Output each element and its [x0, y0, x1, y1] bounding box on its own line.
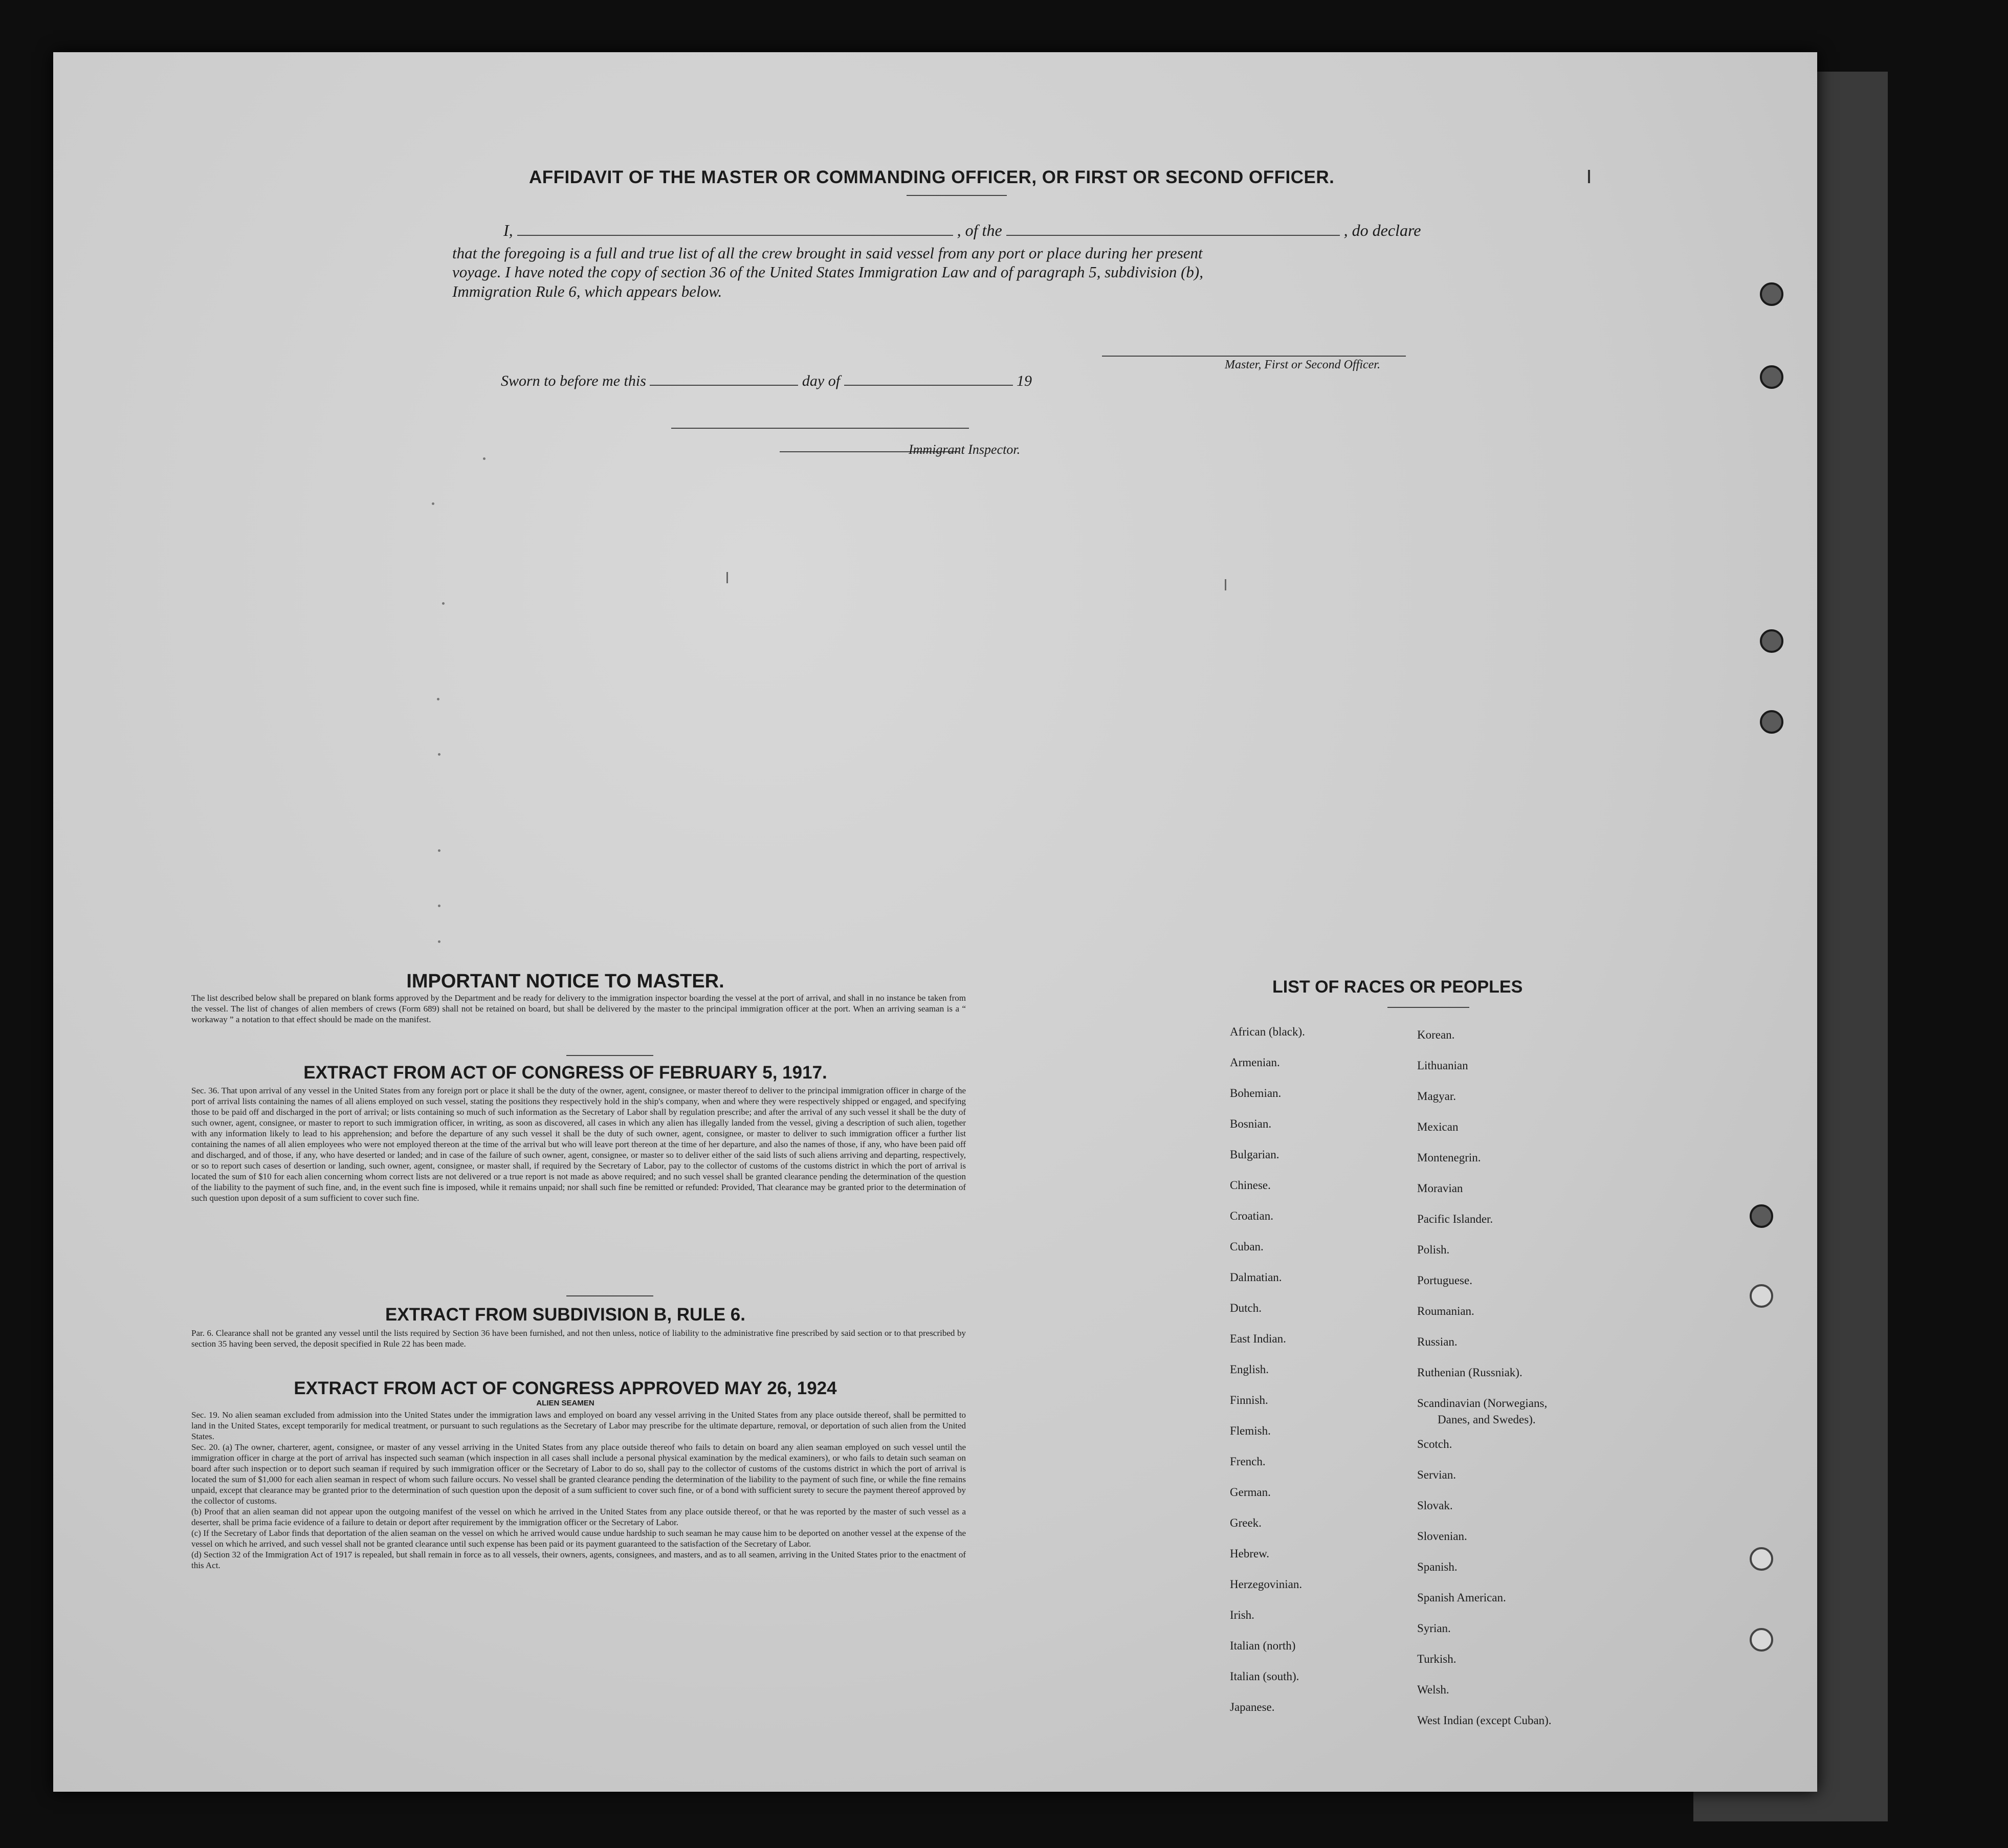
act-1924-title: EXTRACT FROM ACT OF CONGRESS APPROVED MAY 26, 1924 [294, 1378, 837, 1398]
document-page [53, 52, 1817, 1792]
race-item: Armenian. [1230, 1056, 1280, 1069]
race-item: Bosnian. [1230, 1117, 1272, 1130]
race-item: Chinese. [1230, 1179, 1271, 1192]
race-item: Dalmatian. [1230, 1271, 1282, 1284]
do-declare-label: , do declare [1343, 221, 1421, 239]
affidavit-title: AFFIDAVIT OF THE MASTER OR COMMANDING OFFICER, OR FIRST OR SECOND OFFICER. [529, 167, 1335, 187]
race-item: Servian. [1417, 1468, 1457, 1481]
vessel-name-field[interactable] [1006, 223, 1340, 236]
race-item: Roumanian. [1417, 1305, 1474, 1317]
inspector-label: Immigrant Inspector. [909, 442, 1021, 457]
act-1924-sec-20d: (d) Section 32 of the Immigration Act of 1917 is repealed, but shall remain in force as to all vessels, their owners, agents, consignees, and masters, and as to all seamen, arriving in the United States prior to the enactment of this Act. [191, 1550, 966, 1570]
race-item: Mexican [1417, 1120, 1459, 1133]
race-item: Pacific Islander. [1417, 1213, 1493, 1225]
race-item: English. [1230, 1363, 1269, 1376]
sworn-year-field[interactable] [1036, 373, 1056, 386]
race-item: Finnish. [1230, 1394, 1268, 1406]
race-item: Polish. [1417, 1243, 1450, 1256]
race-item: Flemish. [1230, 1424, 1271, 1437]
punch-hole [1760, 710, 1783, 734]
race-item: Scandinavian (Norwegians, [1417, 1397, 1548, 1410]
race-item: Croatian. [1230, 1209, 1273, 1222]
race-item: Spanish American. [1417, 1591, 1506, 1604]
punch-hole [1750, 1628, 1773, 1652]
act-1924-sec-20b: (b) Proof that an alien seaman did not appear upon the outgoing manifest of the vessel on which he arrived in the United States from any place outside thereof, or that he was reported by the master of such vessel as a deserter, shall be prima facie evidence of a failure to detain or deport after requirement by the immigration officer or the Secretary of Labor. [191, 1507, 966, 1527]
race-item: Italian (south). [1230, 1670, 1299, 1683]
master-signature-label: Master, First or Second Officer. [1225, 358, 1380, 371]
punch-hole [1750, 1547, 1773, 1571]
rule-6-title: EXTRACT FROM SUBDIVISION B, RULE 6. [385, 1305, 745, 1325]
race-item: East Indian. [1230, 1332, 1286, 1345]
race-item: Herzegovinian. [1230, 1578, 1303, 1591]
race-item: Russian. [1417, 1335, 1458, 1348]
race-item: Scotch. [1417, 1438, 1452, 1450]
race-item: Montenegrin. [1417, 1151, 1481, 1164]
sworn-line [501, 372, 1056, 390]
punch-hole [1760, 365, 1783, 389]
race-item: Hebrew. [1230, 1547, 1270, 1560]
act-1924-text [191, 1410, 966, 1571]
race-item: African (black). [1230, 1025, 1305, 1038]
race-item: Ruthenian (Russniak). [1417, 1366, 1522, 1379]
race-item: Irish. [1230, 1609, 1254, 1621]
affidavit-line-1 [503, 221, 1421, 240]
race-item: Korean. [1417, 1028, 1455, 1041]
race-item: Slovenian. [1417, 1530, 1467, 1543]
rule-6-text: Par. 6. Clearance shall not be granted any vessel until the lists required by Section 36 have been furnished, and not then unless, notice of liability to the administrative fine prescribed by said section or to that prescribed by section 35 having been served, the deposit specified in Rule 22 has been made. [191, 1328, 966, 1349]
notice-title: IMPORTANT NOTICE TO MASTER. [406, 971, 724, 992]
race-item: Bulgarian. [1230, 1148, 1279, 1161]
race-item: Bohemian. [1230, 1087, 1282, 1099]
punch-hole [1760, 282, 1783, 306]
race-item: Italian (north) [1230, 1639, 1296, 1652]
race-item: Lithuanian [1417, 1059, 1468, 1072]
race-item: West Indian (except Cuban). [1417, 1714, 1552, 1727]
act-1917-title: EXTRACT FROM ACT OF CONGRESS OF FEBRUARY 5, 1917. [303, 1063, 827, 1083]
race-item: Slovak. [1417, 1499, 1453, 1512]
notice-text: The list described below shall be prepared on blank forms approved by the Department and be ready for delivery to the immigration inspector boarding the vessel at the port of arrival, and shall in no instance be taken from the vessel. The list of changes of alien members of crews (Form 689) shall not be retained on board, but shall be delivered by the master to the principal immigration officer at the port. When an arriving seaman is a “ workaway ” a notation to that effect should be made on the manifest. [191, 993, 966, 1024]
race-item: German. [1230, 1486, 1271, 1499]
race-item: Danes, and Swedes). [1438, 1413, 1536, 1426]
act-1917-text: Sec. 36. That upon arrival of any vessel in the United States from any foreign port or place it shall be the duty of the owner, agent, consignee, or master thereof to deliver to the principal immigration officer in charge of the port of arrival lists containing the names of all aliens employed on such vessel, stating the positions they respectively hold in the ship's company, when and where they were respectively shipped or engaged, and specifying those to be paid off and discharged in the port of arrival; or lists containing so much of such information as the Secretary of Labor shall by regulation prescribe; and after the arrival of any such vessel it shall be the duty of such owner, agent, consignee, or master to report to such immigration officer, in writing, as soon as discovered, all cases in which any alien has illegally landed from the vessel, giving a description of such alien, together with any information likely to lead to his apprehension; and before the departure of any such vessel it shall be the duty of such owner, agent, consignee, or master to deliver to such immigration officer a further list containing the names of all alien employees who were not employed thereon at the time of the arrival but who will leave port thereon at the time of her departure, and also the names of those, if any, who have been paid off and discharged, and of those, if any, who have deserted or landed; and in case of the failure of such owner, agent, consignee, or master so to deliver either of the said lists of such aliens arriving and departing, respectively, or so to report such cases of desertion or landing, such owner, agent, consignee, or master shall, if required by the Secretary of Labor, pay to the collector of customs of the customs district in which the port of arrival is located the sum of $10 for each alien concerning whom correct lists are not delivered or a true report is not made as above required; and no such vessel shall be granted clearance pending the determination of the question of the liability to the payment of such fine, and, in the event such fine is imposed, while it remains unpaid; nor shall such fine be remitted or refunded: Provided, That clearance may be granted prior to the determination of such question upon deposit of a sum sufficient to cover such fine. [191, 1086, 966, 1203]
affidavit-line-3: voyage. I have noted the copy of section 36 of the United States Immigration Law and of paragraph 5, subdivision (b), [452, 263, 1203, 281]
races-right-column [1417, 1028, 1683, 1786]
race-item: Spanish. [1417, 1560, 1458, 1573]
punch-hole [1750, 1204, 1773, 1228]
year-prefix: 19 [1017, 372, 1032, 389]
affidavit-line-4: Immigration Rule 6, which appears below. [452, 282, 722, 300]
of-the-label: , of the [957, 221, 1002, 239]
race-item: Moravian [1417, 1182, 1463, 1195]
act-1924-sec-20a: Sec. 20. (a) The owner, charterer, agent, consignee, or master of any vessel arriving in the United States from any place outside thereof who fails to detain on board any alien seaman employed on such vessel until the immigration officer in charge at the port of arrival has inspected such seaman (which inspection in all cases shall include a personal physical examination by the medical examiners), or who fails to detain such seaman on board after such inspection or to deport such seaman if required by such immigration officer or the Secretary of Labor to do so, shall pay to the collector of customs of the customs district in which the port of arrival is located the sum of $1,000 for each alien seaman in respect of whom such failure occurs. No vessel shall be granted clearance pending the determination of the liability to the payment of such fine, or while the fine remains unpaid, except that clearance may be granted prior to the determination of such question upon the deposit of a sum sufficient to cover such fine, or of a bond with sufficient surety to secure the payment thereof approved by the collector of customs. [191, 1442, 966, 1506]
race-item: Syrian. [1417, 1622, 1451, 1635]
punch-hole [1760, 629, 1783, 653]
race-item: Portuguese. [1417, 1274, 1472, 1287]
day-of-label: day of [802, 372, 841, 389]
master-signature-line[interactable] [1102, 356, 1406, 357]
sworn-label: Sworn to before me this [501, 372, 646, 389]
race-item: French. [1230, 1455, 1266, 1468]
race-item: Welsh. [1417, 1683, 1449, 1696]
race-item: Greek. [1230, 1516, 1262, 1529]
race-item: Dutch. [1230, 1302, 1262, 1314]
affidavit-line-2: that the foregoing is a full and true list of all the crew brought in said vessel from any port or place during her present [452, 244, 1203, 262]
act-1924-subtitle: ALIEN SEAMEN [536, 1399, 594, 1407]
race-item: Japanese. [1230, 1701, 1275, 1713]
race-item: Cuban. [1230, 1240, 1264, 1253]
race-item: Turkish. [1417, 1653, 1457, 1665]
punch-hole [1750, 1284, 1773, 1308]
declarant-name-field[interactable] [517, 223, 953, 236]
races-title: LIST OF RACES OR PEOPLES [1272, 977, 1523, 997]
sworn-day-field[interactable] [650, 372, 798, 386]
declarant-prefix: I, [503, 221, 513, 239]
act-1924-sec-19: Sec. 19. No alien seaman excluded from admission into the United States under the immigration laws and employed on board any vessel arriving in the United States from any place outside thereof, shall be permitted to land in the United States, except temporarily for medical treatment, or pursuant to such regulations as the Secretary of Labor may prescribe for the ultimate departure, removal, or deportation of such alien from the United States. [191, 1410, 966, 1441]
race-item: Magyar. [1417, 1090, 1457, 1103]
races-left-column [1230, 1025, 1399, 1783]
act-1924-sec-20c: (c) If the Secretary of Labor finds that deportation of the alien seaman on the vessel on which he arrived would cause undue hardship to such seaman he may cause him to be deported on another vessel at the expense of the vessel on which he arrived, and such vessel shall not be granted clearance until such expense has been paid or its payment guaranteed to the satisfaction of the Secretary of Labor. [191, 1528, 966, 1549]
sworn-month-field[interactable] [844, 372, 1013, 386]
